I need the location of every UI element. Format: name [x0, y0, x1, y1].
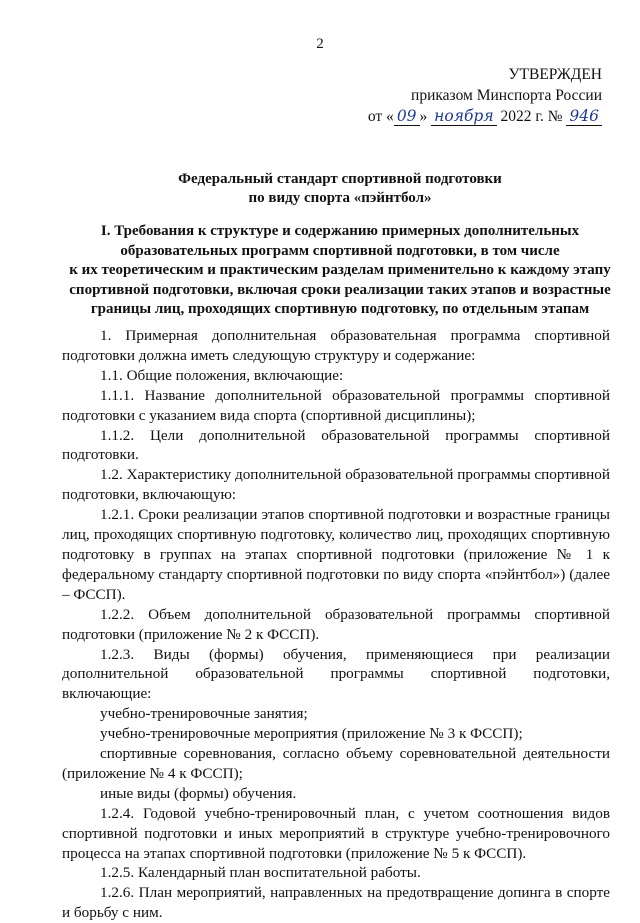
paragraph: 1.2.1. Сроки реализации этапов спортивной подготовки и возрастные границы лиц, проходящих спортивную подготовку, количество лиц, проходящих спортивную подготовку в группах на этапах спортивной подготовки (приложение № 1 к федеральному стандарту спортивной подготовки по виду спорта «пэйнтбол») (далее – ФССП). [62, 506, 610, 603]
handwritten-day: 09 [394, 107, 420, 126]
paragraph: 1.2.4. Годовой учебно-тренировочный план, с учетом соотношения видов спортивной подготовки и иных мероприятий в структуре учебно-тренировочного процесса на этапах спортивной подготовки (приложение № 5 к ФССП). [62, 804, 610, 862]
paragraph: иные виды (формы) обучения. [100, 784, 297, 802]
paragraph: учебно-тренировочные мероприятия (приложение № 3 к ФССП); [100, 725, 523, 743]
section-heading-line: I. Требования к структуре и содержанию примерных дополнительных [100, 223, 580, 239]
title-line: по виду спорта «пэйнтбол» [248, 190, 432, 206]
paragraph: 1.2.6. План мероприятий, направленных на предотвращение допинга в спорте и борьбу с ним. [62, 884, 610, 922]
approval-stamp [368, 64, 602, 127]
approval-order: приказом Минспорта России [411, 87, 602, 104]
date-mid1: » [419, 108, 432, 125]
paragraph: 1.2.2. Объем дополнительной образовательной программы спортивной подготовки (приложение № 2 к ФССП). [62, 605, 610, 643]
document-body [62, 326, 610, 923]
document-title [60, 170, 620, 208]
paragraph: 1.2.5. Календарный план воспитательной работы. [100, 864, 421, 882]
date-prefix: от « [367, 108, 394, 125]
page-number: 2 [316, 36, 324, 52]
paragraph: 1.1. Общие положения, включающие: [100, 366, 344, 384]
paragraph: 1.1.2. Цели дополнительной образовательной программы спортивной подготовки. [62, 426, 610, 464]
approval-heading: УТВЕРЖДЕН [508, 66, 602, 83]
paragraph: 1.2. Характеристику дополнительной образовательной программы спортивной подготовки, включающую: [62, 466, 610, 504]
paragraph: 1.2.3. Виды (формы) обучения, применяющиеся при реализации дополнительной образовательной программы спортивной подготовки, включающие: [62, 645, 610, 703]
section-heading [62, 222, 618, 320]
paragraph: учебно-тренировочные занятия; [100, 705, 308, 723]
approval-date-line [368, 106, 602, 127]
handwritten-month: ноября [431, 107, 496, 126]
section-heading-line: спортивной подготовки, включая сроки реализации таких этапов и возрастные [69, 281, 611, 298]
paragraph: 1.1.1. Название дополнительной образовательной программы спортивной подготовки с указанием вида спорта (спортивной дисциплины); [62, 386, 610, 424]
section-heading-line: образовательных программ спортивной подготовки, в том числе [120, 242, 560, 259]
paragraph: спортивные соревнования, согласно объему соревновательной деятельности (приложение № 4 к ФССП); [62, 745, 610, 782]
handwritten-number: 946 [566, 107, 602, 126]
date-mid2: 2022 г. № [496, 108, 567, 125]
paragraph: 1. Примерная дополнительная образовательная программа спортивной подготовки должна иметь следующую структуру и содержание: [62, 327, 610, 364]
section-heading-line: границы лиц, проходящих спортивную подготовку, по отдельным этапам [90, 301, 590, 317]
section-heading-line: к их теоретическим и практическим разделам применительно к каждому этапу [69, 262, 611, 278]
title-line: Федеральный стандарт спортивной подготовки [178, 171, 502, 187]
